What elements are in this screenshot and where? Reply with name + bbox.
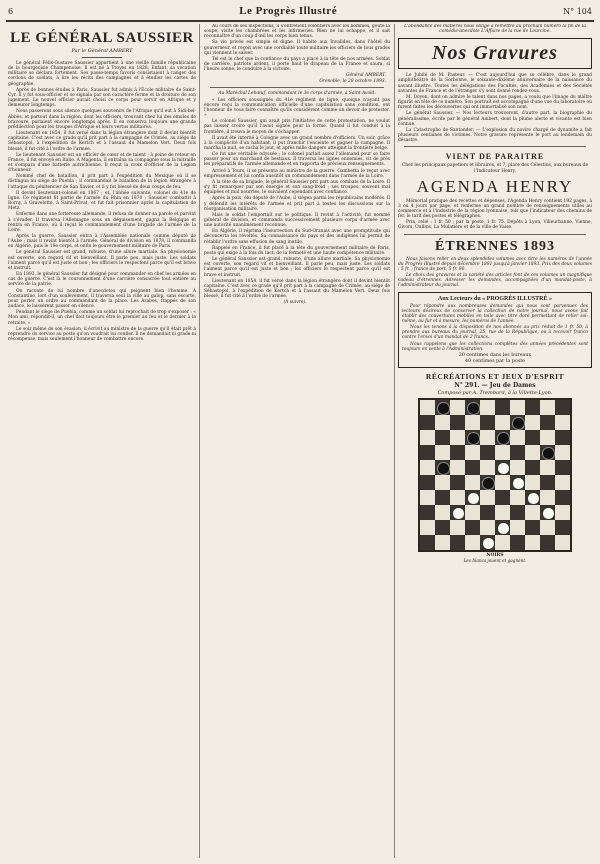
paragraph: Tel est le chef que la confiance du pays a placé à la tête de nos armées. Soldat de carrière, patriote ardent, il porte haut le drapeau de la France et saura, si l'heure sonne, le conduire à la victoire. [204,56,390,73]
paragraph: On raconte de lui nombre d'anecdotes qui peignent bien l'homme. À Constantine, lors d'un soulèvement, il traversa seul la ville au galop, sans escorte, pour porter un ordre au commandant de la place. Les Arabes, frappés de son audace, le laissèrent passer en silence. [8,288,196,310]
board-square [540,490,555,505]
black-piece [467,432,480,445]
paragraph: Ce fut une véritable odyssée ; le colonel parlait assez l'allemand pour se faire passer pour un marchand de bestiaux. Il traversa les lignes ennemies, vit de près les préparatifs de l'armée allemande et en rapporta de précieux renseignements. [204,152,390,168]
board-square [555,520,570,535]
board-square [540,460,555,475]
board-square [480,490,495,505]
paragraph: Mais le soldat l'emportait sur le politique. Il revint à l'activité, fut nommé général de division, et commanda successivement plusieurs corps d'armée avec une autorité unanimement reconnue. [204,212,390,229]
checkers-board [418,398,572,552]
article-signature: Général AMBERT. [345,73,386,79]
board-square [525,460,540,475]
board-square [495,400,510,415]
paragraph: Après de bonnes études à Paris, Saussier fut admis à l'École militaire de Saint-Cyr. Il y fut sous-officier et se signala par son caractère ferme et la droiture de son jugement. Le nouvel officier aurait choisi ce corps pour servir en Afrique et y demeurer longtemps. [8,87,196,109]
paragraph: Lieutenant en 1854, il fut versé dans la légion étrangère dont il devint bientôt capitaine. C'est avec ce grade qu'il prit part à la campagne de Crimée, au siège de Sébastopol, à l'expédition de Kertch et à l'assaut du Mamelon Vert. Deux fois blessé, il fut cité à l'ordre de l'armée. [204,278,390,300]
paragraph: Pendant le siège de Puebla, comme un soldat lui reprochait de trop s'exposer : « Mon ami, répondit-il, un chef doit toujours être le premier au feu et le dernier à la retraite. » [8,310,196,326]
board-square [495,415,510,430]
black-piece [512,417,525,430]
board-square [540,445,555,460]
subscribers-heading: Aux Lecteurs du « PROGRÈS ILLUSTRÉ » [437,295,553,302]
board-square [510,460,525,475]
board-square [450,460,465,475]
column-2 [204,24,390,858]
white-piece [527,492,540,505]
paragraph: Le colonel Saussier, qui avait pris l'initiative de cette protestation, ne voulut pas laisser croire qu'il l'avait signée pour la forme. Quand il fut conduit à la frontière, il trouva le moyen de s'échapper. [204,119,390,135]
board-square [540,505,555,520]
column-divider [199,24,200,858]
board-square [555,400,570,415]
board-square [420,520,435,535]
board-square [495,460,510,475]
board-square [540,520,555,535]
board-square [495,490,510,505]
vient-heading: VIENT DE PARAITRE [445,152,545,162]
to-be-continued: (À suivre). [283,300,307,306]
paragraph: Sa vie privée est simple et digne. Il habite aux Invalides, dans l'hôtel du gouverneur, et reçoit avec une cordialité toute militaire les officiers de tous grades qui viennent le saluer. [204,40,390,56]
board-square [510,505,525,520]
board-square [465,505,480,520]
section-rule [404,146,586,147]
problem-number: N° 291. — Jeu de Dames [454,381,536,389]
paragraph: Nommé chef de bataillon, il prit part à l'expédition du Mexique où il se distingua au siège de Puebla ; il commandait le bataillon de la légion étrangère à l'attaque du pénitencier de San Xavier, et il y fut blessé de deux coups de feu. [8,174,196,190]
board-square [450,430,465,445]
board-square [450,535,465,550]
paragraph: M. Doyen, dont on admire le talent dans nos pages, a voulu que l'image du maître figurât en tête de ce numéro. Son portrait est accompagné d'une vue du laboratoire où furent faites les découvertes qui ont immortalisé son nom. [398,94,592,111]
subscribers-notice [398,292,592,368]
board-square [420,430,435,445]
article-dateline: Grenoble, le 28 octobre 1893. [319,79,386,85]
problem-title [398,382,592,389]
white-piece [497,522,510,535]
board-square [435,505,450,520]
board-square [510,535,525,550]
board-square [435,460,450,475]
board-square [435,490,450,505]
paragraph: Nous faisons relier en deux splendides volumes avec titre les numéros de l'année du Progrès Illustré depuis décembre 1891 jusqu'à janvier 1893. Prix des deux volumes : 5 fr. ; franco de port, 5 fr. 90. [398,256,592,272]
board-square [465,520,480,535]
board-square [450,415,465,430]
paragraph: Le lieutenant Saussier est un officier de cœur et de talent ; à peine de retour en France, il fut envoyé en Italie. À Magenta, il entraîna sa compagnie sous la mitraille et s'empara d'une batterie autrichienne. Il reçut la croix d'officier de la Légion d'honneur. [8,152,196,174]
paragraph: Pour répondre aux nombreuses demandes qui nous sont parvenues des lecteurs désireux de conserver la collection de notre journal, nous avons fait établir des couvertures mobiles en toile avec titre doré permettant de relier soi-même, au fur et à mesure, les numéros de l'année. [402,303,588,324]
paragraph: Il avait été interné à Cologne avec un grand nombre d'officiers. Un soir, grâce à la complicité d'un habitant, il put franchir l'enceinte et gagner la campagne. Il marcha la nuit, se cacha le jour, et après mille dangers atteignit la frontière belge. [204,135,390,151]
board-square [525,520,540,535]
paragraph: En Algérie, il réprima l'insurrection du Sud-Oranais avec une promptitude qui déconcerta les révoltés. Sa connaissance du pays et des indigènes lui permit de rétablir l'ordre sans effusion de sang inutile. [204,229,390,245]
board-square [420,460,435,475]
paragraph: Après la paix, élu député de l'Aube, il siégea parmi les républicains modérés. Il y défendit les intérêts de l'armée et prit part à toutes les discussions sur la réorganisation militaire. [204,196,390,212]
board-square [480,430,495,445]
paragraph: Il devint lieutenant-colonel en 1867 ; et, l'année suivante, colonel du 41e de ligne. Ce régiment fit partie de l'armée du Rhin en 1870 ; Saussier combattit à Borny, à Gravelotte, à Saint-Privat, et fut fait prisonnier après la capitulation de Metz. [8,190,196,212]
board-square [465,430,480,445]
board-caption: Les blancs jouent et gagnent. [463,557,527,563]
agenda-title: AGENDA HENRY [416,176,574,196]
board-square [555,505,570,520]
paragraph: Le général Saussier est grand, robuste, d'une allure martiale. Sa physionomie est ouverte, son regard vif et bienveillant. Il parle peu, mais juste. Les soldats l'aiment parce qu'il est juste et bon ; les officiers le respectent parce qu'il est brave et instruit. [8,250,196,271]
etrennes-heading: ÉTRENNES 1893 [435,238,555,254]
board-square [555,430,570,445]
board-square [435,430,450,445]
white-piece [452,507,465,520]
board-square [525,535,540,550]
board-square [495,535,510,550]
black-piece [497,432,510,445]
paragraph: Lieutenant en 1854, il fut versé dans la légion étrangère dont il devint bientôt capitaine. C'est avec ce grade qu'il prit part à la campagne de Crimée, au siège de Sébastopol, à l'expédition de Kertch et à l'assaut du Mamelon Vert. Deux fois blessé, il fut cité à l'ordre de l'armée. [8,131,196,152]
paragraph: Prix, relié : 1 fr. 50 ; par la poste, 1 fr. 75. Dépôts à Lyon, Villeurbanne, Vienne, Givors, Oullins, La Mulatière et de la ville de Vaise. [398,220,592,231]
board-square [540,415,555,430]
black-piece [437,462,450,475]
white-piece [512,477,525,490]
board-square [525,475,540,490]
board-square [510,490,525,505]
paragraph: Mémorial pratique des recettes et dépenses, l'Agenda Henry contient 192 pages, à 3 ou 4 jours par page, et renferme un grand nombre de renseignements utiles au commerce et à l'industrie de la région lyonnaise, tels que l'indicateur des chemins de fer, le tarif des postes et télégraphes. [398,198,592,220]
board-square [450,445,465,460]
board-square [555,535,570,550]
board-square [450,475,465,490]
article-title: LE GÉNÉRAL SAUSSIER [10,30,194,46]
white-piece [497,462,510,475]
black-piece [437,402,450,415]
black-piece [482,477,495,490]
price-line: 40 centimes par la poste [465,358,525,364]
board-square [465,400,480,415]
board-square [540,400,555,415]
board-square [465,475,480,490]
paragraph: « Les officiers soussignés du 41e régiment de ligne, quoique n'ayant pas encore reçu la communication officielle d'une capitulation sans condition, ont l'honneur de vous faire connaître qu'ils considèrent comme un devoir de protester. » [204,97,390,119]
board-square [510,415,525,430]
vient-sub: Chez les principaux papetiers et libraires, et 7, place des Célestins, aux bureaux de l'Indicateur Henry, [401,163,589,174]
white-piece [467,492,480,505]
paragraph: Après la guerre, Saussier entra à l'Assemblée nationale comme député de l'Aube ; mais il revint bientôt à l'armée. Général de division en 1878, il commanda en Algérie, puis le 19e corps, et enfin le gouvernement militaire de Paris. [8,234,196,250]
section-rule [210,87,384,88]
board-square [435,520,450,535]
paragraph: Nous rappelons que les collections complètes des années précédentes sont toujours en vente à l'Administration. [402,341,588,352]
board-square [525,490,540,505]
board-square [465,460,480,475]
board-square [510,430,525,445]
board-square [420,475,435,490]
board-square [525,400,540,415]
board-square [480,535,495,550]
board-square [495,520,510,535]
column-3 [398,24,592,858]
board-square [465,535,480,550]
board-square [450,490,465,505]
board-square [435,535,450,550]
board-square [495,445,510,460]
paragraph: La Catastrophe de Santander. — L'explosion du navire chargé de dynamite a fait plusieurs centaines de victimes. Notre gravure représente le port au lendemain du désastre. [398,127,592,144]
title-rule [82,57,122,58]
board-square [555,445,570,460]
section-rule [404,234,586,235]
board-square [540,535,555,550]
board-square [510,520,525,535]
board-square [435,400,450,415]
board-square [435,475,450,490]
board-square [420,400,435,415]
board-square [495,430,510,445]
board-square [480,520,495,535]
problem-author: Composé par A. Trembard, à la Villette-Lyon. [437,389,553,396]
board-square [510,445,525,460]
board-square [480,475,495,490]
board-square [420,505,435,520]
paragraph: Rappelé en France, il fut placé à la tête du gouvernement militaire de Paris, poste qui exige à la fois du tact, de la fermeté et une haute compétence militaire. [204,245,390,256]
board-square [555,415,570,430]
paragraph: Enfermé dans une forteresse allemande, il refusa de donner sa parole et parvint à s'évader. Il traversa l'Allemagne sous un déguisement, gagna la Belgique et rentra en France, où il reçut le commandement d'une brigade de l'armée de la Loire. [8,212,196,233]
board-square [465,415,480,430]
gravures-heading: Nos Gravures [398,38,592,69]
column-1 [8,24,196,858]
paragraph: Le choix des gravures et la variété des articles font de ces volumes un magnifique cadeau d'étrennes. Adresser les demandes, accompagnées d'un mandat-poste, à l'administrateur du journal. [398,273,592,289]
paragraph: À la tête de sa brigade, le général Saussier prit part aux combats de la Loire. Il s'y fit remarquer par son énergie et son sang-froid ; ses troupes, souvent mal équipées et mal nourries, le suivaient cependant avec confiance. [204,179,390,196]
white-piece [482,537,495,550]
board-square [450,400,465,415]
editor-note: L'abondance des matières nous oblige à remettre au prochain numéro la fin de la comédie-anecdote L'Affaire de la rue de Lourcine. [404,24,586,35]
board-square [555,475,570,490]
board-square [450,505,465,520]
white-piece [542,507,555,520]
journal-title: Le Progrès Illustré [239,5,338,17]
board-square [555,490,570,505]
paragraph: Le général Saussier est grand, robuste, d'une allure martiale. Sa physionomie est ouverte, son regard vif et bienveillant. Il parle peu, mais juste. Les soldats l'aiment parce qu'il est juste et bon ; les officiers le respectent parce qu'il est brave et instruit. [204,257,390,278]
letter-heading: Au Maréchal Lebœuf, commandant le 3e corps d'armée, à Saint-Avold. [218,91,376,97]
paragraph: En 1892, le général Saussier fut désigné pour commander en chef les armées en cas de guerre. C'est là le couronnement d'une carrière consacrée tout entière au service de la patrie. [8,272,196,288]
board-label: NOIRS [486,552,504,558]
board-square [510,475,525,490]
board-square [480,445,495,460]
board-square [435,415,450,430]
article-byline: Par le Général AMBERT [71,48,133,54]
board-square [465,490,480,505]
board-square [420,445,435,460]
board-square [540,475,555,490]
column-divider [394,24,395,858]
recreations-heading: RÉCRÉATIONS ET JEUX D'ESPRIT [425,371,565,381]
board-square [540,430,555,445]
board-square [420,490,435,505]
paragraph: Nous les tenons à la disposition de nos abonnés au prix réduit de 1 fr. 50, à prendre aux bureaux du journal, 25, rue de la République, ou à recevoir franco contre l'envoi d'un mandat de 2 francs. [402,325,588,341]
board-square [480,505,495,520]
board-square [495,505,510,520]
board-square [435,445,450,460]
board-square [450,520,465,535]
board-square [420,415,435,430]
page-number: 6 [8,6,14,16]
paragraph: Au cours de ses inspections, il s'entretient volontiers avec les hommes, goûte la soupe, visite les chambrées et les infirmeries. Rien ne lui échappe, et il sait reconnaître d'un coup d'œil les corps bien tenus. [204,24,390,40]
black-piece [542,447,555,460]
issue-number: N° 104 [563,6,592,16]
board-square [495,475,510,490]
board-square [480,460,495,475]
board-square [525,430,540,445]
board-square [480,400,495,415]
board-square [480,415,495,430]
price-line: 20 centimes dans les bureaux [458,352,532,358]
board-square [510,400,525,415]
board-square [525,415,540,430]
paragraph: Le soir même de son évasion, il écrivit au ministre de la guerre qu'il était prêt à reprendre du service au poste qu'on voudrait lui confier. Il ne demandait ni grade ni récompense, mais seulement l'honneur de combattre encore. [8,326,196,342]
paragraph: Le général Félix-Gustave Saussier appartient à une vieille famille républicaine de la bourgeoisie Champenoise. Il est né à Troyes en 1828. Enfant, sa vocation militaire se déclara fortement. Ses passe-temps favoris consistaient à ranger des cordons de soldats, à lire les récits des campagnes et à étudier les cartes de géographie. [8,61,196,87]
paragraph: Arrivé à Tours, il se présenta au ministre de la guerre. Gambetta le reçut avec empressement et lui confia aussitôt un commandement dans l'armée de la Loire. [204,168,390,179]
black-piece [467,402,480,415]
paragraph: Nous passerons sous silence quelques souvenirs de l'Afrique qu'il eut à Sidi-bel-Abbès, et partout dans la région, dont les officiers, trouvant chez lui des émules de bravoure, parlaient encore longtemps après. Il en conserva toujours une grande prédilection pour les troupes d'Afrique et leurs vertus militaires. [8,109,196,130]
header-rule [6,20,594,22]
board-square [420,535,435,550]
board-square [525,445,540,460]
paragraph: Le général Saussier. — Nos lecteurs trouveront, d'autre part, la biographie du généralissime, écrite par le général Ambert, dont la plume alerte et vivante est bien connue. [398,111,592,127]
board-square [555,460,570,475]
board-square [525,505,540,520]
board-square [465,445,480,460]
paragraph: Le Jubilé de M. Pasteur. — C'est aujourd'hui que se célèbre, dans le grand amphithéâtre de la Sorbonne, le soixante-dixième anniversaire de la naissance du savant illustre. Toutes les délégations des Facultés, des Académies et des Sociétés savantes de France et de l'étranger s'y sont donné rendez-vous. [398,73,592,94]
page-header [8,4,592,18]
